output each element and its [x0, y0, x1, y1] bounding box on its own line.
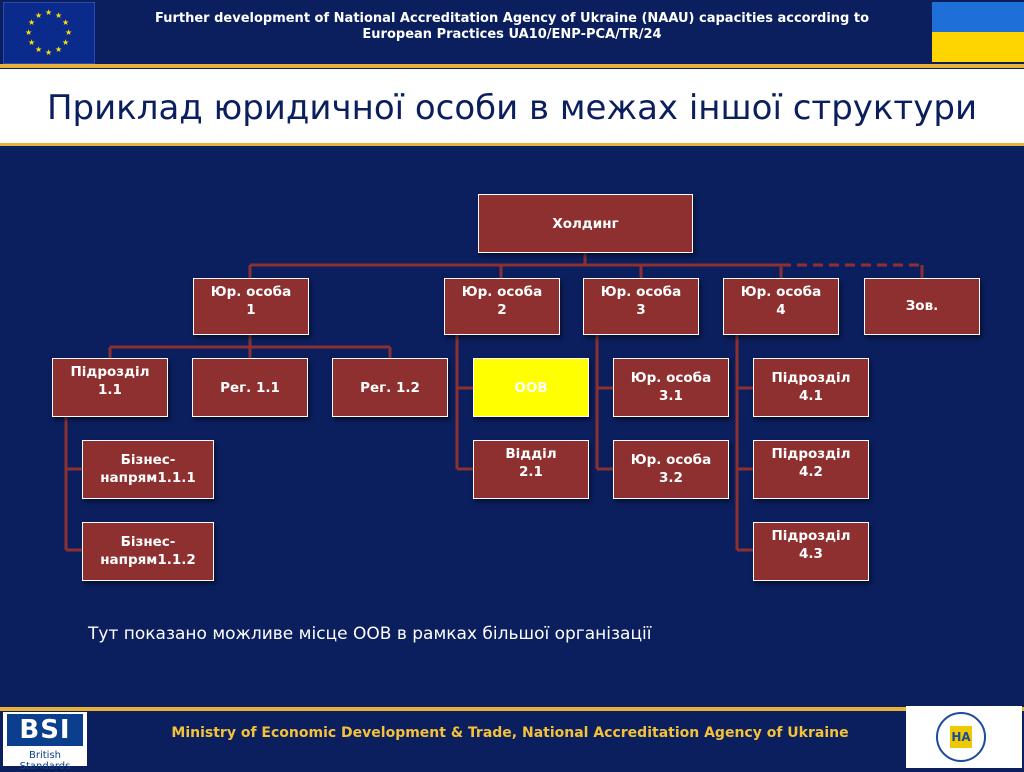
conformity-body-box: ООВ — [473, 358, 589, 417]
legal-entity-4-box: Юр. особа 4 — [723, 278, 839, 335]
legal-entity-3-2-box: Юр. особа 3.2 — [613, 440, 729, 499]
eu-flag-icon: ★ ★ ★ ★ ★ ★ ★ ★ ★ ★ ★ ★ — [3, 2, 95, 64]
reg-1-2-box: Рег. 1.2 — [332, 358, 448, 417]
business-line-1-1-1-box: Бізнес- напрям1.1.1 — [82, 440, 214, 499]
naau-logo-mark: НА — [950, 726, 972, 748]
subdivision-4-3-box: Підрозділ 4.3 — [753, 522, 869, 581]
legal-entity-2-box: Юр. особа 2 — [444, 278, 560, 335]
legal-entity-1-box: Юр. особа 1 — [193, 278, 309, 335]
bsi-logo-subtitle: British Standards — [19, 750, 71, 772]
footer-text: Ministry of Economic Development & Trade, National Accreditation Agency of Ukraine — [171, 725, 849, 741]
business-line-1-1-2-box: Бізнес- напрям1.1.2 — [82, 522, 214, 581]
legal-entity-3-box: Юр. особа 3 — [583, 278, 699, 335]
legal-entity-3-1-box: Юр. особа 3.1 — [613, 358, 729, 417]
header-text: Further development of National Accreditation Agency of Ukraine (NAAU) capacities according to European Practices UA10/ENP-PCA/TR/24 — [154, 11, 870, 42]
reg-1-1-box: Рег. 1.1 — [192, 358, 308, 417]
bsi-logo — [3, 712, 87, 772]
subdivision-1-1-box: Підрозділ 1.1 — [52, 358, 168, 417]
external-box: Зов. — [864, 278, 980, 335]
subdivision-4-1-box: Підрозділ 4.1 — [753, 358, 869, 417]
subdivision-4-2-box: Підрозділ 4.2 — [753, 440, 869, 499]
holding-box: Холдинг — [478, 194, 693, 253]
bottom-gold-bar — [0, 707, 1024, 711]
bsi-logo-mark: BSI — [7, 714, 83, 746]
caption-text: Тут показано можливе місце ООВ в рамках більшої організації — [88, 624, 652, 644]
department-2-1-box: Відділ 2.1 — [473, 440, 589, 499]
page-title: Приклад юридичної особи в межах іншої структури — [46, 88, 978, 128]
naau-logo — [906, 706, 1022, 768]
